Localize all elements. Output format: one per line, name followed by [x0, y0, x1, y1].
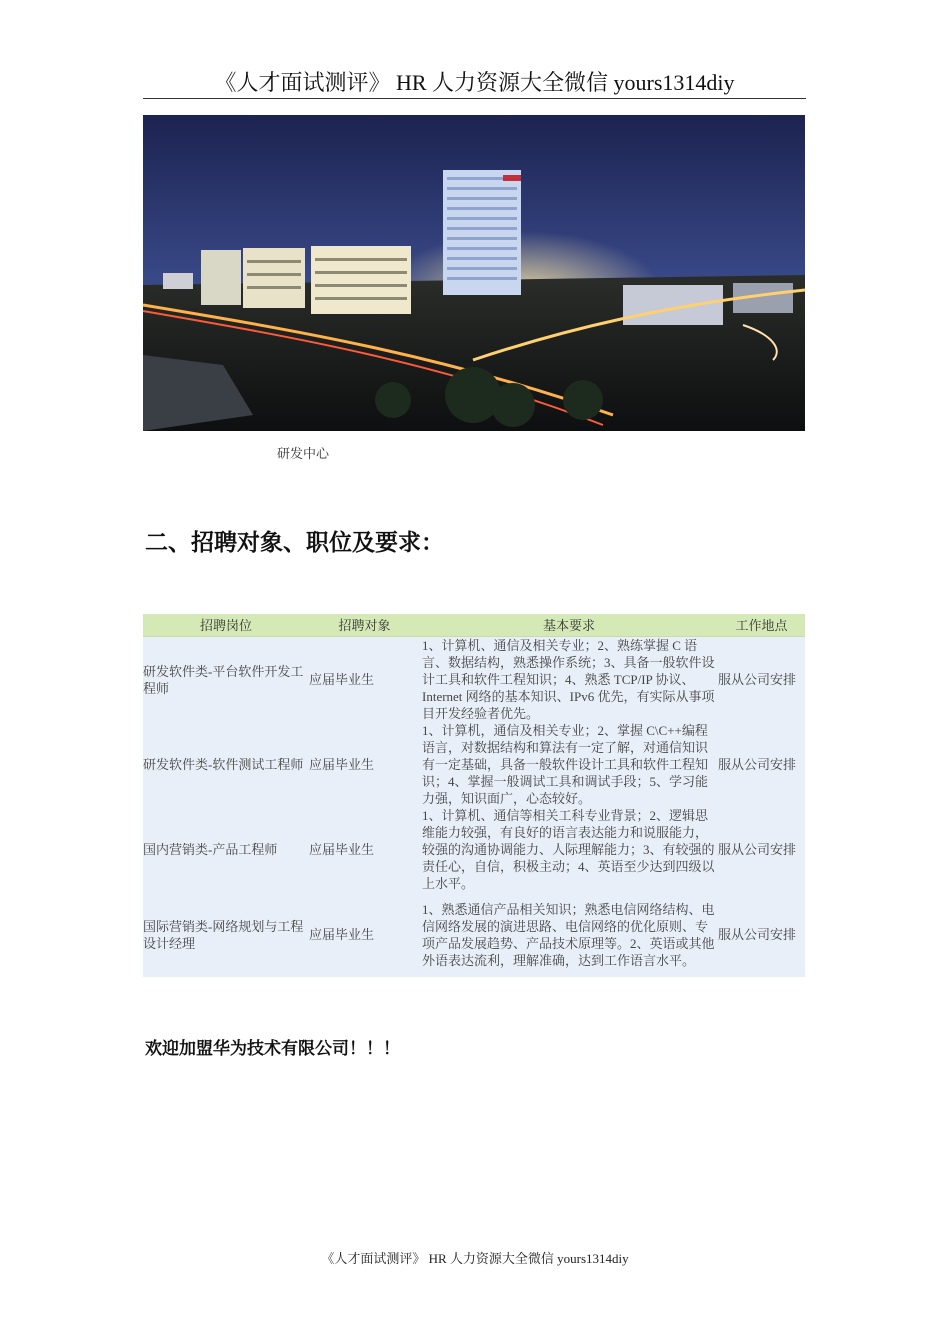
header-divider: [143, 98, 806, 99]
table-header-row: [143, 614, 805, 637]
cell-position: 研发软件类-平台软件开发工程师: [143, 637, 309, 723]
page-header: 《人才面试测评》 HR 人力资源大全微信 yours1314diy: [214, 70, 735, 95]
section-title: 二、招聘对象、职位及要求：: [145, 530, 444, 555]
cell-position: 国内营销类-产品工程师: [143, 807, 309, 892]
header-location: 工作地点: [718, 614, 805, 637]
table-row: [143, 637, 805, 723]
cell-location: 服从公司安排: [718, 807, 805, 892]
header-position: 招聘岗位: [143, 614, 309, 637]
cell-target: 应届毕业生: [309, 722, 420, 807]
header-target: 招聘对象: [309, 614, 420, 637]
cell-requirements: 1、计算机、通信及相关专业；2、熟练掌握 C 语言、数据结构，熟悉操作系统；3、具备一般软件设计工具和软件工程知识；4、熟悉 TCP/IP 协议、Internet 网络的基本知识、IPv6 优先，有实际从事项目开发经验者优先。: [420, 637, 718, 723]
cell-requirements: 1、熟悉通信产品相关知识；熟悉电信网络结构、电信网络发展的演进思路、电信网络的优化原则、专项产品发展趋势、产品技术原理等。2、英语或其他外语表达流利，理解准确，达到工作语言水平。: [420, 892, 718, 977]
cell-requirements: 1、计算机，通信及相关专业；2、掌握 C\C++编程语言，对数据结构和算法有一定了解，对通信知识有一定基础，具备一般软件设计工具和软件工程知识；4、掌握一般调试工具和调试手段；5、学习能力强，知识面广，心态较好。: [420, 722, 718, 807]
cell-position: 国际营销类-网络规划与工程设计经理: [143, 892, 309, 977]
table-row: [143, 722, 805, 807]
cell-position: 研发软件类-软件测试工程师: [143, 722, 309, 807]
table-row: [143, 892, 805, 977]
rd-center-photo: [143, 115, 805, 431]
header-requirements: 基本要求: [420, 614, 718, 637]
cell-requirements: 1、计算机、通信等相关工科专业背景；2、逻辑思维能力较强，有良好的语言表达能力和说服能力，较强的沟通协调能力、人际理解能力；3、有较强的责任心，自信，积极主动；4、英语至少达到四级以上水平。: [420, 807, 718, 892]
welcome-message: 欢迎加盟华为技术有限公司！！！: [145, 1039, 400, 1059]
table-row: [143, 807, 805, 892]
cell-target: 应届毕业生: [309, 807, 420, 892]
page-footer: 《人才面试测评》 HR 人力资源大全微信 yours1314diy: [321, 1251, 629, 1266]
cell-location: 服从公司安排: [718, 722, 805, 807]
cell-target: 应届毕业生: [309, 637, 420, 723]
cell-location: 服从公司安排: [718, 637, 805, 723]
cell-location: 服从公司安排: [718, 892, 805, 977]
cell-target: 应届毕业生: [309, 892, 420, 977]
photo-caption: 研发中心: [277, 446, 330, 461]
recruitment-table: [143, 614, 805, 977]
